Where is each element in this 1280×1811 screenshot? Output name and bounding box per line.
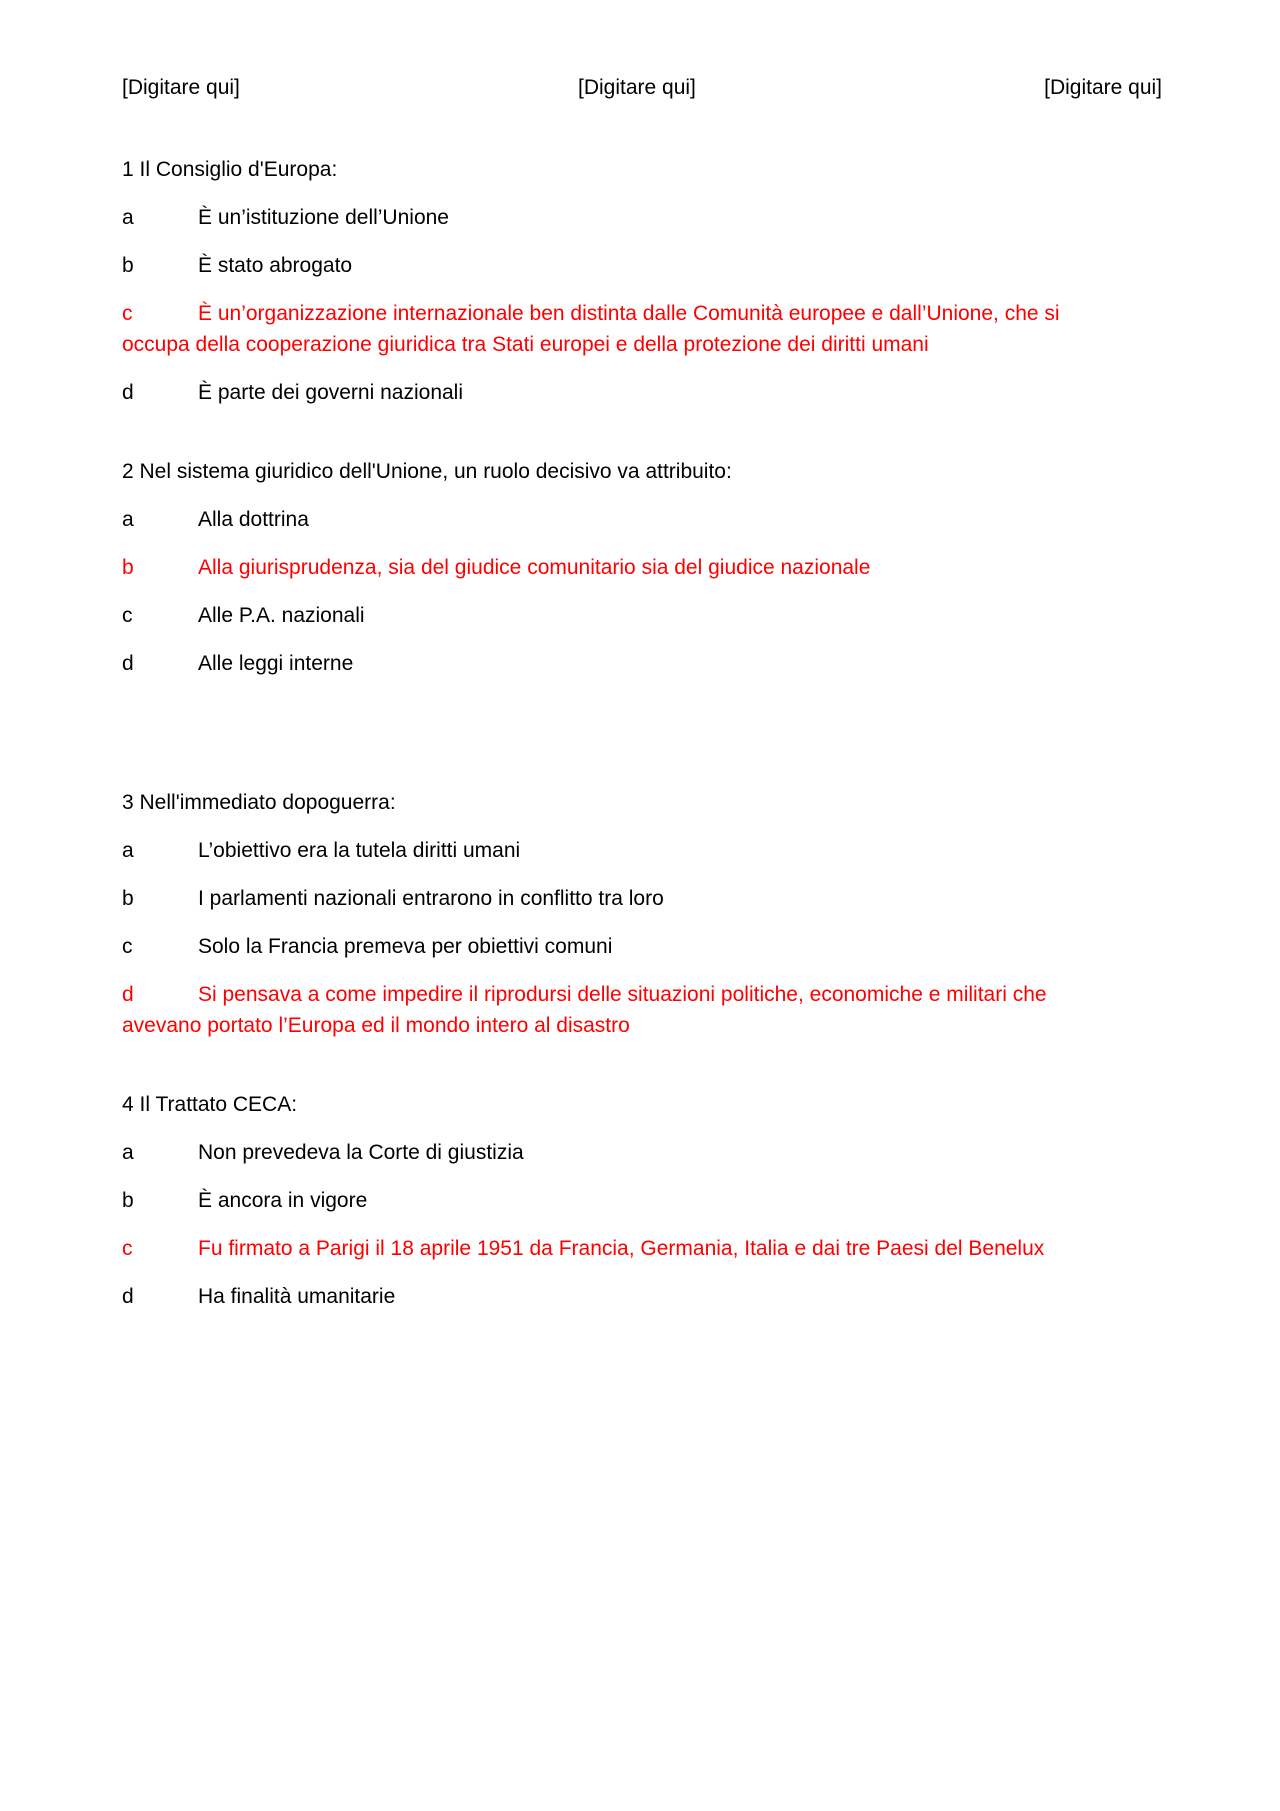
option-text: È un’istituzione dell’Unione (198, 206, 449, 229)
answer-option-a (122, 202, 1122, 233)
option-letter: d (122, 983, 134, 1006)
option-letter: d (122, 381, 134, 404)
page-header (122, 76, 1162, 106)
question-4 (122, 1089, 1122, 1312)
answer-option-d (122, 1281, 1122, 1312)
option-letter: a (122, 1141, 134, 1164)
option-text: Alla dottrina (198, 508, 309, 531)
option-text: I parlamenti nazionali entrarono in conflitto tra loro (198, 887, 664, 910)
option-letter: b (122, 254, 134, 277)
question-title: 4 Il Trattato CECA: (122, 1093, 298, 1116)
option-text: È un’organizzazione internazionale ben distinta dalle Comunità europee e dall’Unione, che si occupa della cooperazione giuridica tra Stati europei e della protezione dei diritti umani (122, 302, 1060, 356)
answer-option-c-correct (122, 298, 1122, 360)
option-letter: d (122, 1285, 134, 1308)
header-right-placeholder[interactable]: [Digitare qui] (1044, 76, 1162, 99)
answer-option-b-correct (122, 552, 1122, 583)
answer-option-c (122, 600, 1122, 631)
option-text: Solo la Francia premeva per obiettivi comuni (198, 935, 613, 958)
option-text: L’obiettivo era la tutela diritti umani (198, 839, 521, 862)
question-2 (122, 456, 1122, 679)
option-letter: c (122, 1237, 133, 1260)
option-text: Non prevedeva la Corte di giustizia (198, 1141, 524, 1164)
option-text: È ancora in vigore (198, 1189, 368, 1212)
option-text: È parte dei governi nazionali (198, 381, 464, 404)
option-text: Alla giurisprudenza, sia del giudice comunitario sia del giudice nazionale (198, 556, 871, 579)
option-text: Si pensava a come impedire il riprodursi delle situazioni politiche, economiche e militari che avevano portato l’Europa ed il mondo intero al disastro (122, 983, 1047, 1037)
answer-option-c-correct (122, 1233, 1122, 1264)
option-text: Ha finalità umanitarie (198, 1285, 396, 1308)
answer-option-d (122, 377, 1122, 408)
option-letter: a (122, 839, 134, 862)
option-letter: c (122, 935, 133, 958)
option-letter: a (122, 206, 134, 229)
option-letter: d (122, 652, 134, 675)
answer-option-a (122, 1137, 1122, 1168)
option-text: Alle P.A. nazionali (198, 604, 365, 627)
option-letter: b (122, 556, 134, 579)
answer-option-c (122, 931, 1122, 962)
header-left-placeholder[interactable]: [Digitare qui] (122, 76, 240, 99)
option-text: Fu firmato a Parigi il 18 aprile 1951 da Francia, Germania, Italia e dai tre Paesi del Benelux (198, 1237, 1045, 1260)
option-letter: a (122, 508, 134, 531)
question-1 (122, 154, 1122, 408)
option-letter: c (122, 604, 133, 627)
option-letter: b (122, 887, 134, 910)
answer-option-b (122, 250, 1122, 281)
answer-option-d (122, 648, 1122, 679)
option-text: È stato abrogato (198, 254, 353, 277)
answer-option-a (122, 504, 1122, 535)
answer-option-a (122, 835, 1122, 866)
question-title: 1 Il Consiglio d'Europa: (122, 158, 338, 181)
answer-option-b (122, 1185, 1122, 1216)
question-3 (122, 787, 1122, 1041)
question-title: 3 Nell'immediato dopoguerra: (122, 791, 396, 814)
option-letter: c (122, 302, 133, 325)
option-letter: b (122, 1189, 134, 1212)
question-title: 2 Nel sistema giuridico dell'Unione, un ruolo decisivo va attribuito: (122, 460, 732, 483)
answer-option-d-correct (122, 979, 1122, 1041)
answer-option-b (122, 883, 1122, 914)
quiz-content (122, 154, 1122, 1329)
header-center-placeholder[interactable]: [Digitare qui] (578, 76, 696, 99)
option-text: Alle leggi interne (198, 652, 354, 675)
